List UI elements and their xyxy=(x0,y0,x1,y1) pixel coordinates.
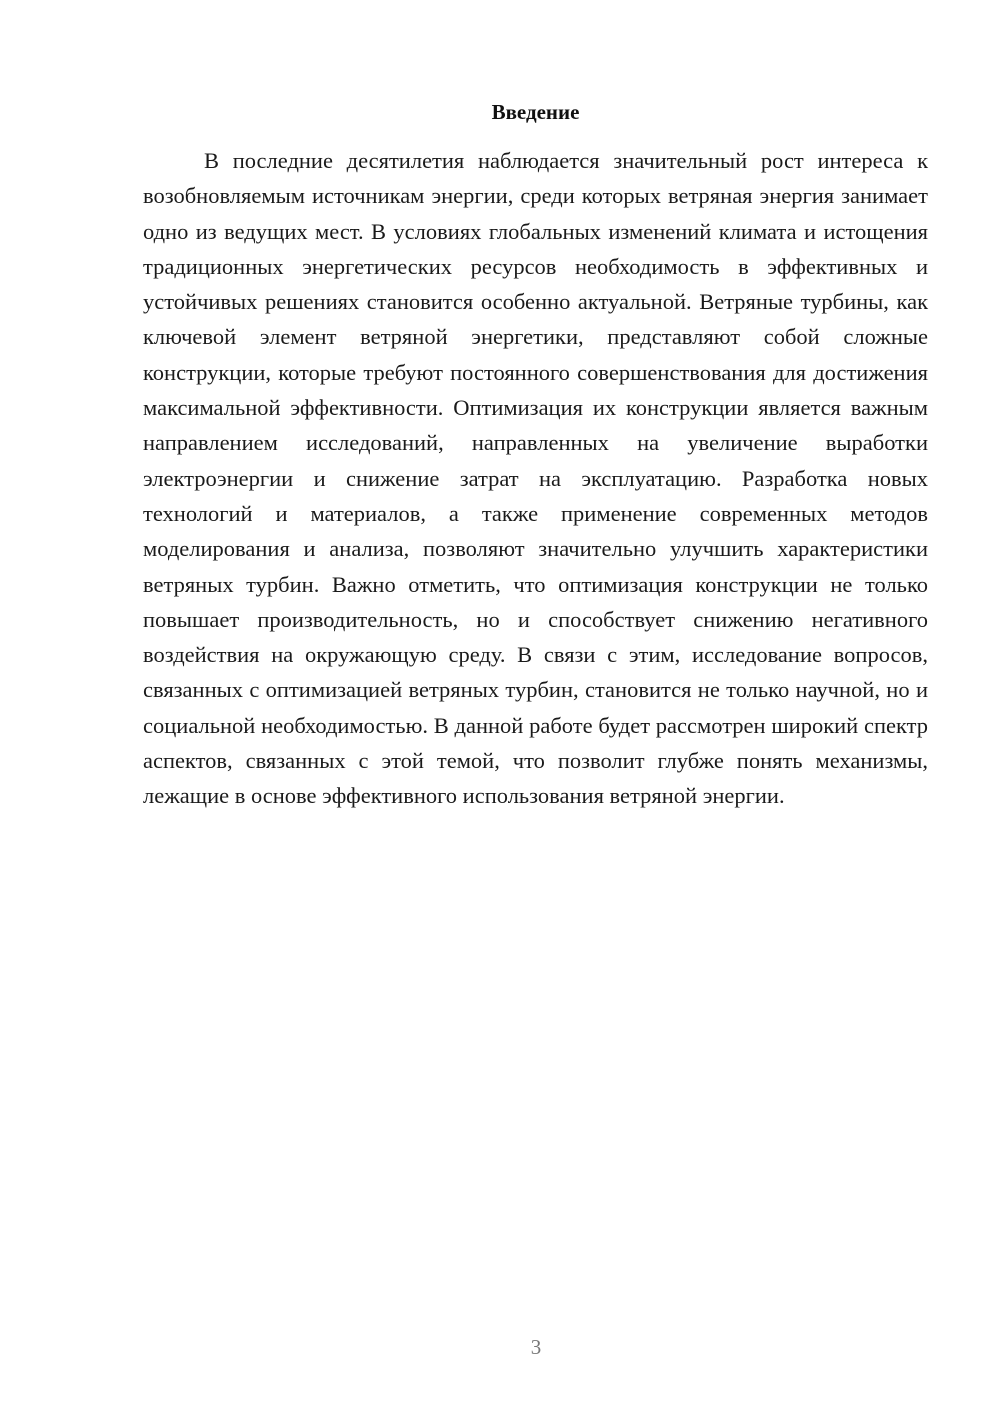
page-number: 3 xyxy=(530,1335,542,1359)
section-title: Введение xyxy=(491,100,580,124)
body-paragraph: В последние десятилетия наблюдается значительный рост интереса к возобновляемым источникам энергии, среди которых ветряная энергия занимает одно из ведущих мест. В условиях глобальных изменений климата и истощения традиционных энергетических ресурсов необходимость в эффективных и устойчивых решениях становится особенно актуальной. Ветряные турбины, как ключевой элемент ветряной энергетики, представляют собой сложные конструкции, которые требуют постоянного совершенствования для достижения максимальной эффективности. Оптимизация их конструкции является важным направлением исследований, направленных на увеличение выработки электроэнергии и снижение затрат на эксплуатацию. Разработка новых технологий и материалов, а также применение современных методов моделирования и анализа, позволяют значительно улучшить характеристики ветряных турбин. Важно отметить, что оптимизация конструкции не только повышает производительность, но и способствует снижению негативного воздействия на окружающую среду. В связи с этим, исследование вопросов, связанных с оптимизацией ветряных турбин, становится не только научной, но и социальной необходимостью. В данной работе будет рассмотрен широкий спектр аспектов, связанных с этой темой, что позволит глубже понять механизмы, лежащие в основе эффективного использования ветряной энергии. xyxy=(143,148,928,809)
